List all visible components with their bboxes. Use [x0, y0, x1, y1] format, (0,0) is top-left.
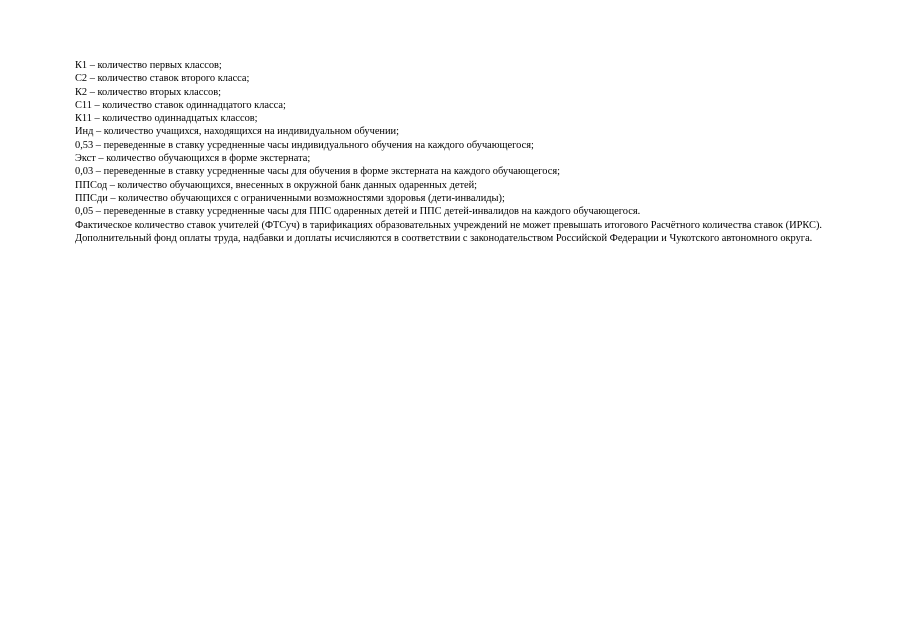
definition-053: 0,53 – переведенные в ставку усредненные часы индивидуального обучения на каждого обучающегося; — [75, 139, 534, 151]
definition-003: 0,03 – переведенные в ставку усредненные часы для обучения в форме экстерната на каждого обучающегося; — [75, 166, 561, 178]
definition-ind: Инд – количество учащихся, находящихся на индивидуальном обучении; — [75, 126, 399, 138]
definition-c2: С2 – количество ставок второго класса; — [75, 73, 250, 85]
definition-c11: С11 – количество ставок одиннадцатого класса; — [75, 99, 286, 111]
definition-k11: К11 – количество одиннадцатых классов; — [75, 113, 258, 125]
definition-005: 0,05 – переведенные в ставку усредненные часы для ППС одаренных детей и ППС детей-инвалидов на каждого обучающегося. — [75, 206, 641, 218]
definition-ppsdi: ППСди – количество обучающихся с ограниченными возможностями здоровья (дети-инвалиды); — [75, 192, 505, 204]
definition-k1: К1 – количество первых классов; — [75, 60, 222, 71]
definition-k2: К2 – количество вторых классов; — [75, 86, 221, 98]
definition-ekst: Экст – количество обучающихся в форме экстерната; — [75, 153, 311, 165]
definition-ppsod: ППСод – количество обучающихся, внесенных в окружной банк данных одаренных детей; — [75, 179, 478, 191]
paragraph-additional-fund: Дополнительный фонд оплаты труда, надбавки и доплаты исчисляются в соответствии с законодательством Российской Федерации и Чукотского автономного округа. — [75, 232, 813, 244]
paragraph-ftsuch: Фактическое количество ставок учителей (ФТСуч) в тарификациях образовательных учреждений не может превышать итогового Расчётного количества ставок (ИРКС). — [75, 219, 823, 231]
document-body — [32, 59, 874, 245]
